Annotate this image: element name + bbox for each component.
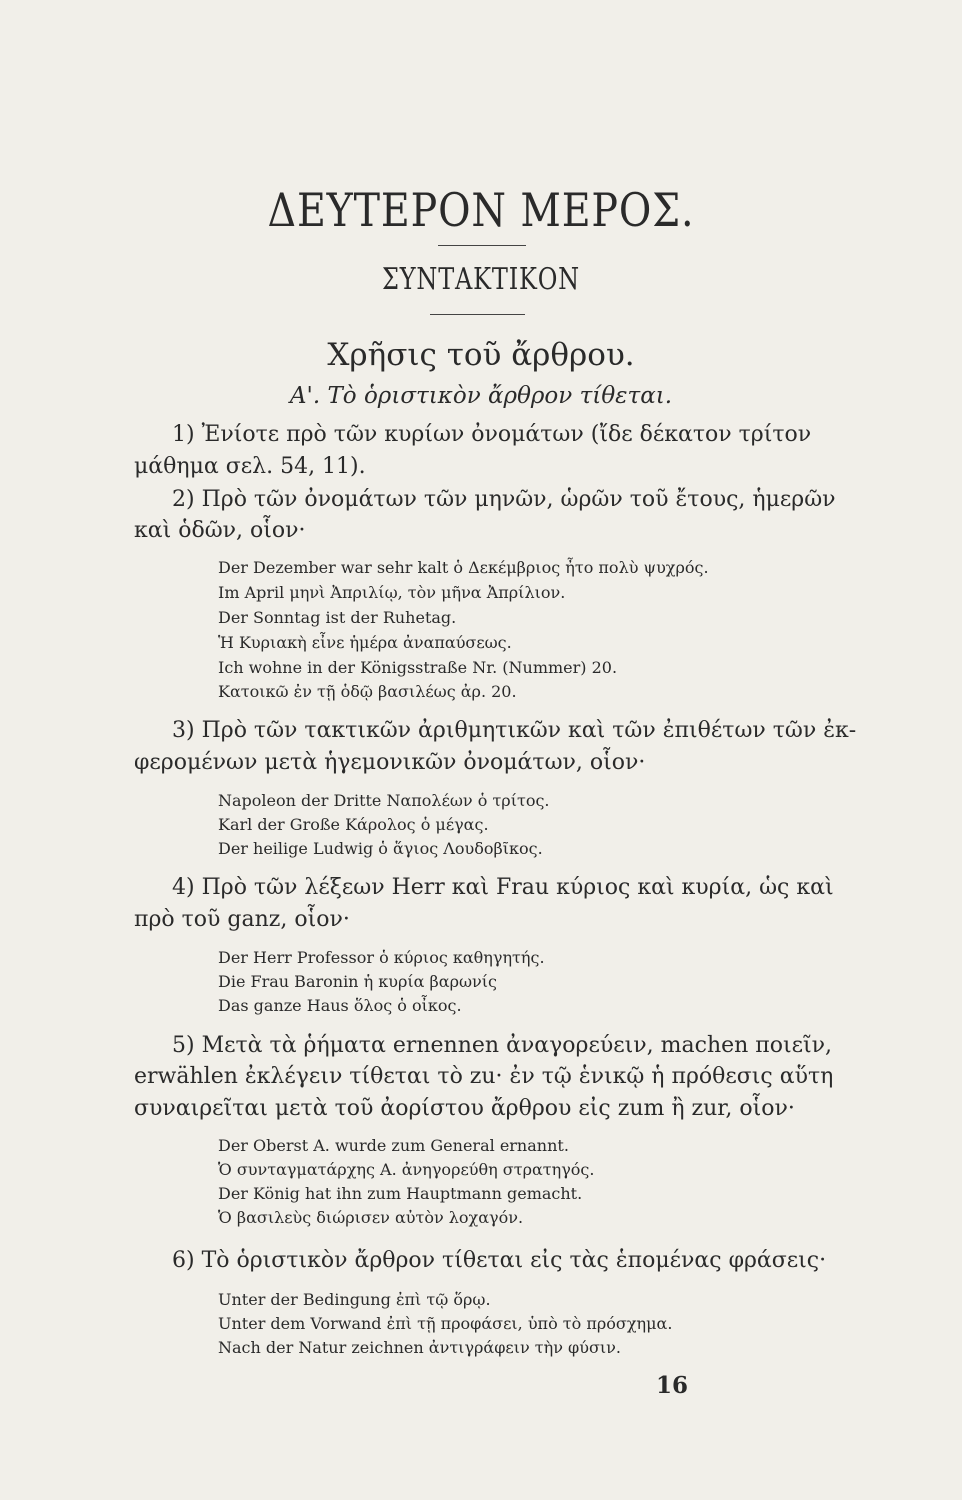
rule-3-example-3: Der heilige Ludwig ὁ ἅγιος Λουδοβῖκος. <box>218 839 543 858</box>
rule-2-example-5: Ich wohne in der Königsstraße Nr. (Nummer) 20. <box>218 658 618 677</box>
rule-4-line-2: πρὸ τοῦ ganz, οἷον· <box>134 907 350 932</box>
rule-2-example-2: Im April μηνὶ Ἀπριλίῳ, τὸν μῆνα Ἀπρίλιον. <box>218 583 566 602</box>
rule-5-line-3: συναιρεῖται μετὰ τοῦ ἀορίστου ἄρθρου εἰς zum ἢ zur, οἷον· <box>134 1096 795 1121</box>
rule-6-example-1: Unter der Bedingung ἐπὶ τῷ ὅρῳ. <box>218 1290 491 1309</box>
part-subtitle: ΣΥΝΤΑΚΤΙΚΟΝ <box>382 262 580 297</box>
section-title: Χρῆσις τοῦ ἄρθρου. <box>327 337 635 373</box>
part-title: ΔΕΥΤΕΡΟΝ ΜΕΡΟΣ. <box>267 183 695 237</box>
rule-5-example-1: Der Oberst A. wurde zum General ernannt. <box>218 1136 569 1155</box>
subsection-title: Α'. Τὸ ὁριστικὸν ἄρθρον τίθεται. <box>289 383 673 409</box>
page-number: 16 <box>656 1372 689 1399</box>
rule-6-example-3: Nach der Natur zeichnen ἀντιγράφειν τὴν φύσιν. <box>218 1338 621 1357</box>
rule-2-example-1: Der Dezember war sehr kalt ὁ Δεκέμβριος ἦτο πολὺ ψυχρός. <box>218 558 709 577</box>
rule-4-example-3: Das ganze Haus ὅλος ὁ οἶκος. <box>218 996 462 1015</box>
rule-6-example-2: Unter dem Vorwand ἐπὶ τῇ προφάσει, ὑπὸ τὸ πρόσχημα. <box>218 1314 673 1333</box>
rule-3-line-2: φερομένων μετὰ ἡγεμονικῶν ὀνομάτων, οἷον· <box>134 750 646 775</box>
rule-5-line-2: erwählen ἐκλέγειν τίθεται τὸ zu· ἐν τῷ ἑνικῷ ἡ πρόθεσις αὕτη <box>134 1064 834 1089</box>
rule-2-line-1: 2) Πρὸ τῶν ὀνομάτων τῶν μηνῶν, ὡρῶν τοῦ ἔτους, ἡμερῶν <box>172 487 836 512</box>
rule-5-example-4: Ὁ βασιλεὺς διώρισεν αὐτὸν λοχαγόν. <box>218 1208 524 1227</box>
rule-1-line-1: 1) Ἐνίοτε πρὸ τῶν κυρίων ὀνομάτων (ἴδε δέκατον τρίτον <box>172 422 812 447</box>
rule-3-line-1: 3) Πρὸ τῶν τακτικῶν ἀριθμητικῶν καὶ τῶν ἐπιθέτων τῶν ἐκ- <box>172 718 857 743</box>
rule-5-example-2: Ὁ συνταγματάρχης Α. ἀνηγορεύθη στρατηγός. <box>218 1160 595 1179</box>
rule-3-example-1: Napoleon der Dritte Ναπολέων ὁ τρίτος. <box>218 791 550 810</box>
rule-2-example-3: Der Sonntag ist der Ruhetag. <box>218 608 457 627</box>
rule-5-example-3: Der König hat ihn zum Hauptmann gemacht. <box>218 1184 583 1203</box>
rule-5-line-1: 5) Μετὰ τὰ ῥήματα ernennen ἀναγορεύειν, machen ποιεῖν, <box>172 1033 833 1058</box>
rule-3-example-2: Karl der Große Κάρολος ὁ μέγας. <box>218 815 489 834</box>
rule-4-example-2: Die Frau Baronin ἡ κυρία βαρωνίς <box>218 972 498 991</box>
rule-2-line-2: καὶ ὁδῶν, οἷον· <box>134 518 306 543</box>
rule-6-line-1: 6) Τὸ ὁριστικὸν ἄρθρον τίθεται εἰς τὰς ἑπομένας φράσεις· <box>172 1248 827 1273</box>
rule-2-example-6: Κατοικῶ ἐν τῇ ὁδῷ βασιλέως ἀρ. 20. <box>218 682 517 701</box>
subtitle-divider <box>430 314 525 315</box>
title-divider <box>438 245 526 246</box>
rule-4-example-1: Der Herr Professor ὁ κύριος καθηγητής. <box>218 948 545 967</box>
rule-2-example-4: Ἡ Κυριακὴ εἶνε ἡμέρα ἀναπαύσεως. <box>218 633 512 652</box>
rule-4-line-1: 4) Πρὸ τῶν λέξεων Herr καὶ Frau κύριος καὶ κυρία, ὡς καὶ <box>172 875 834 900</box>
rule-1-line-2: μάθημα σελ. 54, 11). <box>134 454 366 479</box>
